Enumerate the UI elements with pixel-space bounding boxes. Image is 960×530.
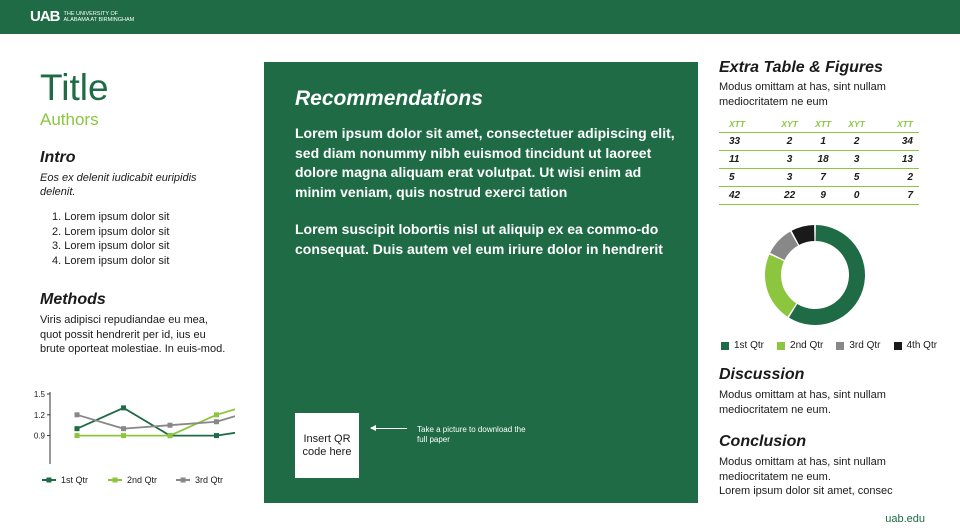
discussion-heading: Discussion bbox=[719, 366, 805, 383]
table-cell: 11 bbox=[719, 150, 773, 168]
intro-list bbox=[52, 210, 169, 268]
qr-caption: Take a picture to download the full paper bbox=[417, 425, 526, 444]
data-point bbox=[168, 433, 173, 438]
data-point bbox=[121, 405, 126, 410]
arrow-left-icon bbox=[371, 428, 407, 429]
qr-code-placeholder[interactable] bbox=[295, 413, 359, 478]
data-point bbox=[121, 426, 126, 431]
table-row bbox=[719, 132, 919, 150]
legend-swatch bbox=[721, 342, 729, 350]
methods-text: Viris adipisci repudiandae eu mea, quot possit hendrerit per id, ius eu brute oporteat molestiae. In euis-mod. bbox=[40, 314, 226, 355]
legend-marker bbox=[47, 478, 52, 483]
discussion-text: Modus omittam at has, sint nullam mediocritatem ne eum. bbox=[719, 389, 886, 416]
data-point bbox=[214, 412, 219, 417]
data-point bbox=[168, 423, 173, 428]
logo-line-1: THE UNIVERSITY OF bbox=[63, 10, 119, 17]
data-point bbox=[214, 419, 219, 424]
table-cell: 7 bbox=[874, 186, 919, 204]
table-cell: 42 bbox=[719, 186, 773, 204]
legend-label: 3rd Qtr bbox=[195, 475, 224, 485]
poster-title: Title bbox=[40, 67, 109, 108]
table-header-cell: XTT bbox=[807, 116, 840, 132]
y-tick-label: 0.9 bbox=[33, 431, 45, 441]
table-header-cell: XTT bbox=[874, 116, 919, 132]
table-cell: 1 bbox=[807, 132, 840, 150]
table-cell: 13 bbox=[874, 150, 919, 168]
donut-slice bbox=[770, 232, 798, 260]
table-header-row bbox=[719, 116, 919, 132]
list-item: 3. Lorem ipsum dolor sit bbox=[52, 240, 170, 252]
legend-item bbox=[894, 340, 938, 351]
poster-authors: Authors bbox=[40, 110, 99, 129]
table-cell: 2 bbox=[874, 168, 919, 186]
extra-heading: Extra Table & Figures bbox=[719, 59, 883, 76]
legend-swatch bbox=[777, 342, 785, 350]
conclusion-text-2: Lorem ipsum dolor sit amet, consec bbox=[719, 485, 893, 497]
table-cell: 5 bbox=[840, 168, 874, 186]
legend-item bbox=[836, 340, 880, 351]
legend-swatch bbox=[836, 342, 844, 350]
data-point bbox=[121, 433, 126, 438]
conclusion-text bbox=[719, 455, 924, 499]
legend-marker bbox=[181, 478, 186, 483]
table-row bbox=[719, 168, 919, 186]
table-cell: 2 bbox=[773, 132, 807, 150]
list-item: 2. Lorem ipsum dolor sit bbox=[52, 225, 170, 238]
data-point bbox=[75, 426, 80, 431]
legend-label: 2nd Qtr bbox=[127, 475, 158, 485]
table-cell: 34 bbox=[874, 132, 919, 150]
uab-logo[interactable] bbox=[30, 9, 134, 24]
conclusion-text-1: Modus omittam at has, sint nullam mediocritatem ne eum. bbox=[719, 456, 886, 483]
table-cell: 2 bbox=[840, 132, 874, 150]
table-header-cell: XYT bbox=[773, 116, 807, 132]
footer-url-link[interactable]: uab.edu bbox=[885, 513, 925, 525]
data-point bbox=[75, 433, 80, 438]
recommendations-paragraph-2: Lorem suscipit lobortis nisl ut aliquip ex ea commo-do consequat. Duis autem vel eum iriure dolor in hendrerit bbox=[295, 221, 663, 257]
recommendations-panel bbox=[264, 62, 698, 503]
line-chart bbox=[30, 382, 235, 490]
table-row bbox=[719, 186, 919, 204]
table-cell: 22 bbox=[773, 186, 807, 204]
logo-wordmark bbox=[64, 11, 135, 23]
table-row bbox=[719, 150, 919, 168]
table-cell: 9 bbox=[807, 186, 840, 204]
qr-placeholder-text: Insert QR code here bbox=[302, 432, 352, 458]
legend-label: 1st Qtr bbox=[734, 340, 765, 351]
conclusion-heading: Conclusion bbox=[719, 433, 807, 450]
table-cell: 0 bbox=[840, 186, 874, 204]
table-cell: 7 bbox=[807, 168, 840, 186]
table-cell: 18 bbox=[807, 150, 840, 168]
extra-text: Modus omittam at has, sint nullam mediocritatem ne eum bbox=[719, 81, 886, 108]
recommendations-heading: Recommendations bbox=[295, 87, 483, 110]
legend-label: 1st Qtr bbox=[61, 475, 89, 485]
table-header-cell: XYT bbox=[840, 116, 874, 132]
list-item: 4. Lorem ipsum dolor sit bbox=[52, 254, 170, 267]
methods-heading: Methods bbox=[40, 291, 106, 308]
data-table bbox=[719, 116, 919, 205]
table-header-cell: XTT bbox=[719, 116, 773, 132]
donut-chart bbox=[760, 220, 870, 330]
y-tick-label: 1.5 bbox=[33, 390, 45, 399]
intro-text: Eos ex delenit iudicabit euripidis delenit. bbox=[40, 172, 197, 198]
legend-item bbox=[777, 340, 823, 351]
header-bar bbox=[0, 0, 960, 34]
logo-line-2: ALABAMA AT BIRMINGHAM bbox=[63, 16, 135, 23]
table-cell: 5 bbox=[719, 168, 773, 186]
data-point bbox=[75, 412, 80, 417]
table-cell: 33 bbox=[719, 132, 773, 150]
donut-legend bbox=[721, 340, 937, 351]
logo-mark: UAB bbox=[30, 8, 60, 25]
donut-slice bbox=[765, 255, 796, 317]
list-item: 1. Lorem ipsum dolor sit bbox=[52, 211, 170, 223]
legend-label: 3rd Qtr bbox=[849, 340, 881, 351]
legend-item bbox=[721, 340, 764, 351]
legend-label: 4th Qtr bbox=[906, 340, 938, 351]
y-tick-label: 1.2 bbox=[33, 410, 45, 420]
legend-marker bbox=[113, 478, 118, 483]
intro-heading: Intro bbox=[40, 149, 76, 166]
table-cell: 3 bbox=[773, 150, 807, 168]
table-cell: 3 bbox=[840, 150, 874, 168]
legend-label: 2nd Qtr bbox=[790, 340, 824, 351]
table-cell: 3 bbox=[773, 168, 807, 186]
data-point bbox=[214, 433, 219, 438]
recommendations-paragraph-1: Lorem ipsum dolor sit amet, consectetuer adipiscing elit, sed diam nonummy nibh euismod tincidunt ut laoreet dolore magna aliquam erat volutpat. Ut wisi enim ad minim veniam, quis nostrud exerci tation bbox=[295, 125, 675, 200]
legend-swatch bbox=[894, 342, 902, 350]
